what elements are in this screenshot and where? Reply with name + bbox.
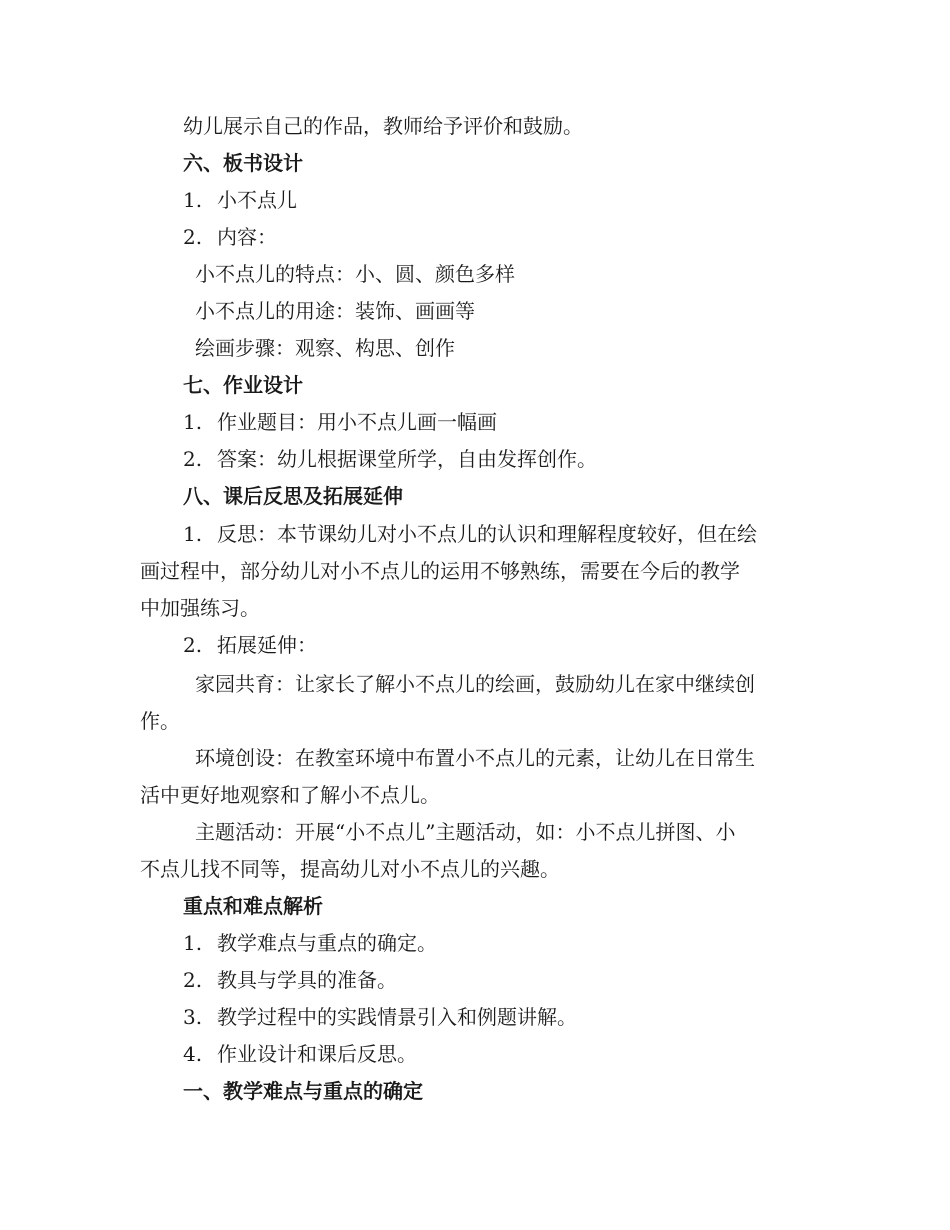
paragraph: 主题活动：开展“小不点儿”主题活动，如：小不点儿拼图、小 (195, 820, 736, 844)
list-item (183, 182, 297, 219)
paragraph-continuation: 活中更好地观察和了解小不点儿。 (140, 783, 440, 807)
list-text: 反思：本节课幼儿对小不点儿的认识和理解程度较好，但在绘 (217, 522, 757, 546)
list-number: 1. (183, 522, 203, 546)
list-number: 1. (183, 931, 203, 955)
list-number: 2. (183, 633, 203, 657)
list-item (183, 404, 497, 441)
list-item (183, 627, 317, 664)
section-heading-key-points: 重点和难点解析 (183, 894, 323, 918)
list-number: 4. (183, 1042, 203, 1066)
list-item (183, 962, 397, 999)
list-number: 2. (183, 447, 203, 471)
sub-item: 小不点儿的特点：小、圆、颜色多样 (195, 262, 515, 286)
list-text: 小不点儿 (217, 188, 297, 212)
list-text: 作业题目：用小不点儿画一幅画 (217, 410, 497, 434)
list-text: 答案：幼儿根据课堂所学，自由发挥创作。 (217, 447, 597, 471)
section-heading-1: 一、教学难点与重点的确定 (183, 1079, 423, 1103)
list-item (183, 999, 577, 1036)
list-item (183, 1036, 417, 1073)
list-number: 2. (183, 225, 203, 249)
section-heading-7: 七、作业设计 (183, 373, 303, 397)
paragraph-continuation: 作。 (140, 709, 180, 733)
list-item (183, 441, 597, 478)
list-item (183, 925, 437, 962)
list-text: 作业设计和课后反思。 (217, 1042, 417, 1066)
list-text: 拓展延伸： (217, 633, 317, 657)
paragraph-continuation: 中加强练习。 (140, 596, 260, 620)
paragraph: 环境创设：在教室环境中布置小不点儿的元素，让幼儿在日常生 (195, 746, 755, 770)
list-text: 内容： (217, 225, 277, 249)
list-number: 3. (183, 1005, 203, 1029)
paragraph-continuation: 画过程中，部分幼儿对小不点儿的运用不够熟练，需要在今后的教学 (140, 559, 740, 583)
paragraph: 幼儿展示自己的作品，教师给予评价和鼓励。 (183, 114, 583, 138)
paragraph: 家园共育：让家长了解小不点儿的绘画，鼓励幼儿在家中继续创 (195, 672, 755, 696)
list-number: 1. (183, 410, 203, 434)
list-item (183, 516, 757, 553)
list-number: 1. (183, 188, 203, 212)
list-text: 教学难点与重点的确定。 (217, 931, 437, 955)
list-number: 2. (183, 968, 203, 992)
paragraph-continuation: 不点儿找不同等，提高幼儿对小不点儿的兴趣。 (140, 857, 560, 881)
list-text: 教具与学具的准备。 (217, 968, 397, 992)
sub-item: 小不点儿的用途：装饰、画画等 (195, 299, 475, 323)
section-heading-8: 八、课后反思及拓展延伸 (183, 484, 403, 508)
sub-item: 绘画步骤：观察、构思、创作 (195, 336, 455, 360)
section-heading-6: 六、板书设计 (183, 151, 303, 175)
list-item (183, 219, 277, 256)
list-text: 教学过程中的实践情景引入和例题讲解。 (217, 1005, 577, 1029)
